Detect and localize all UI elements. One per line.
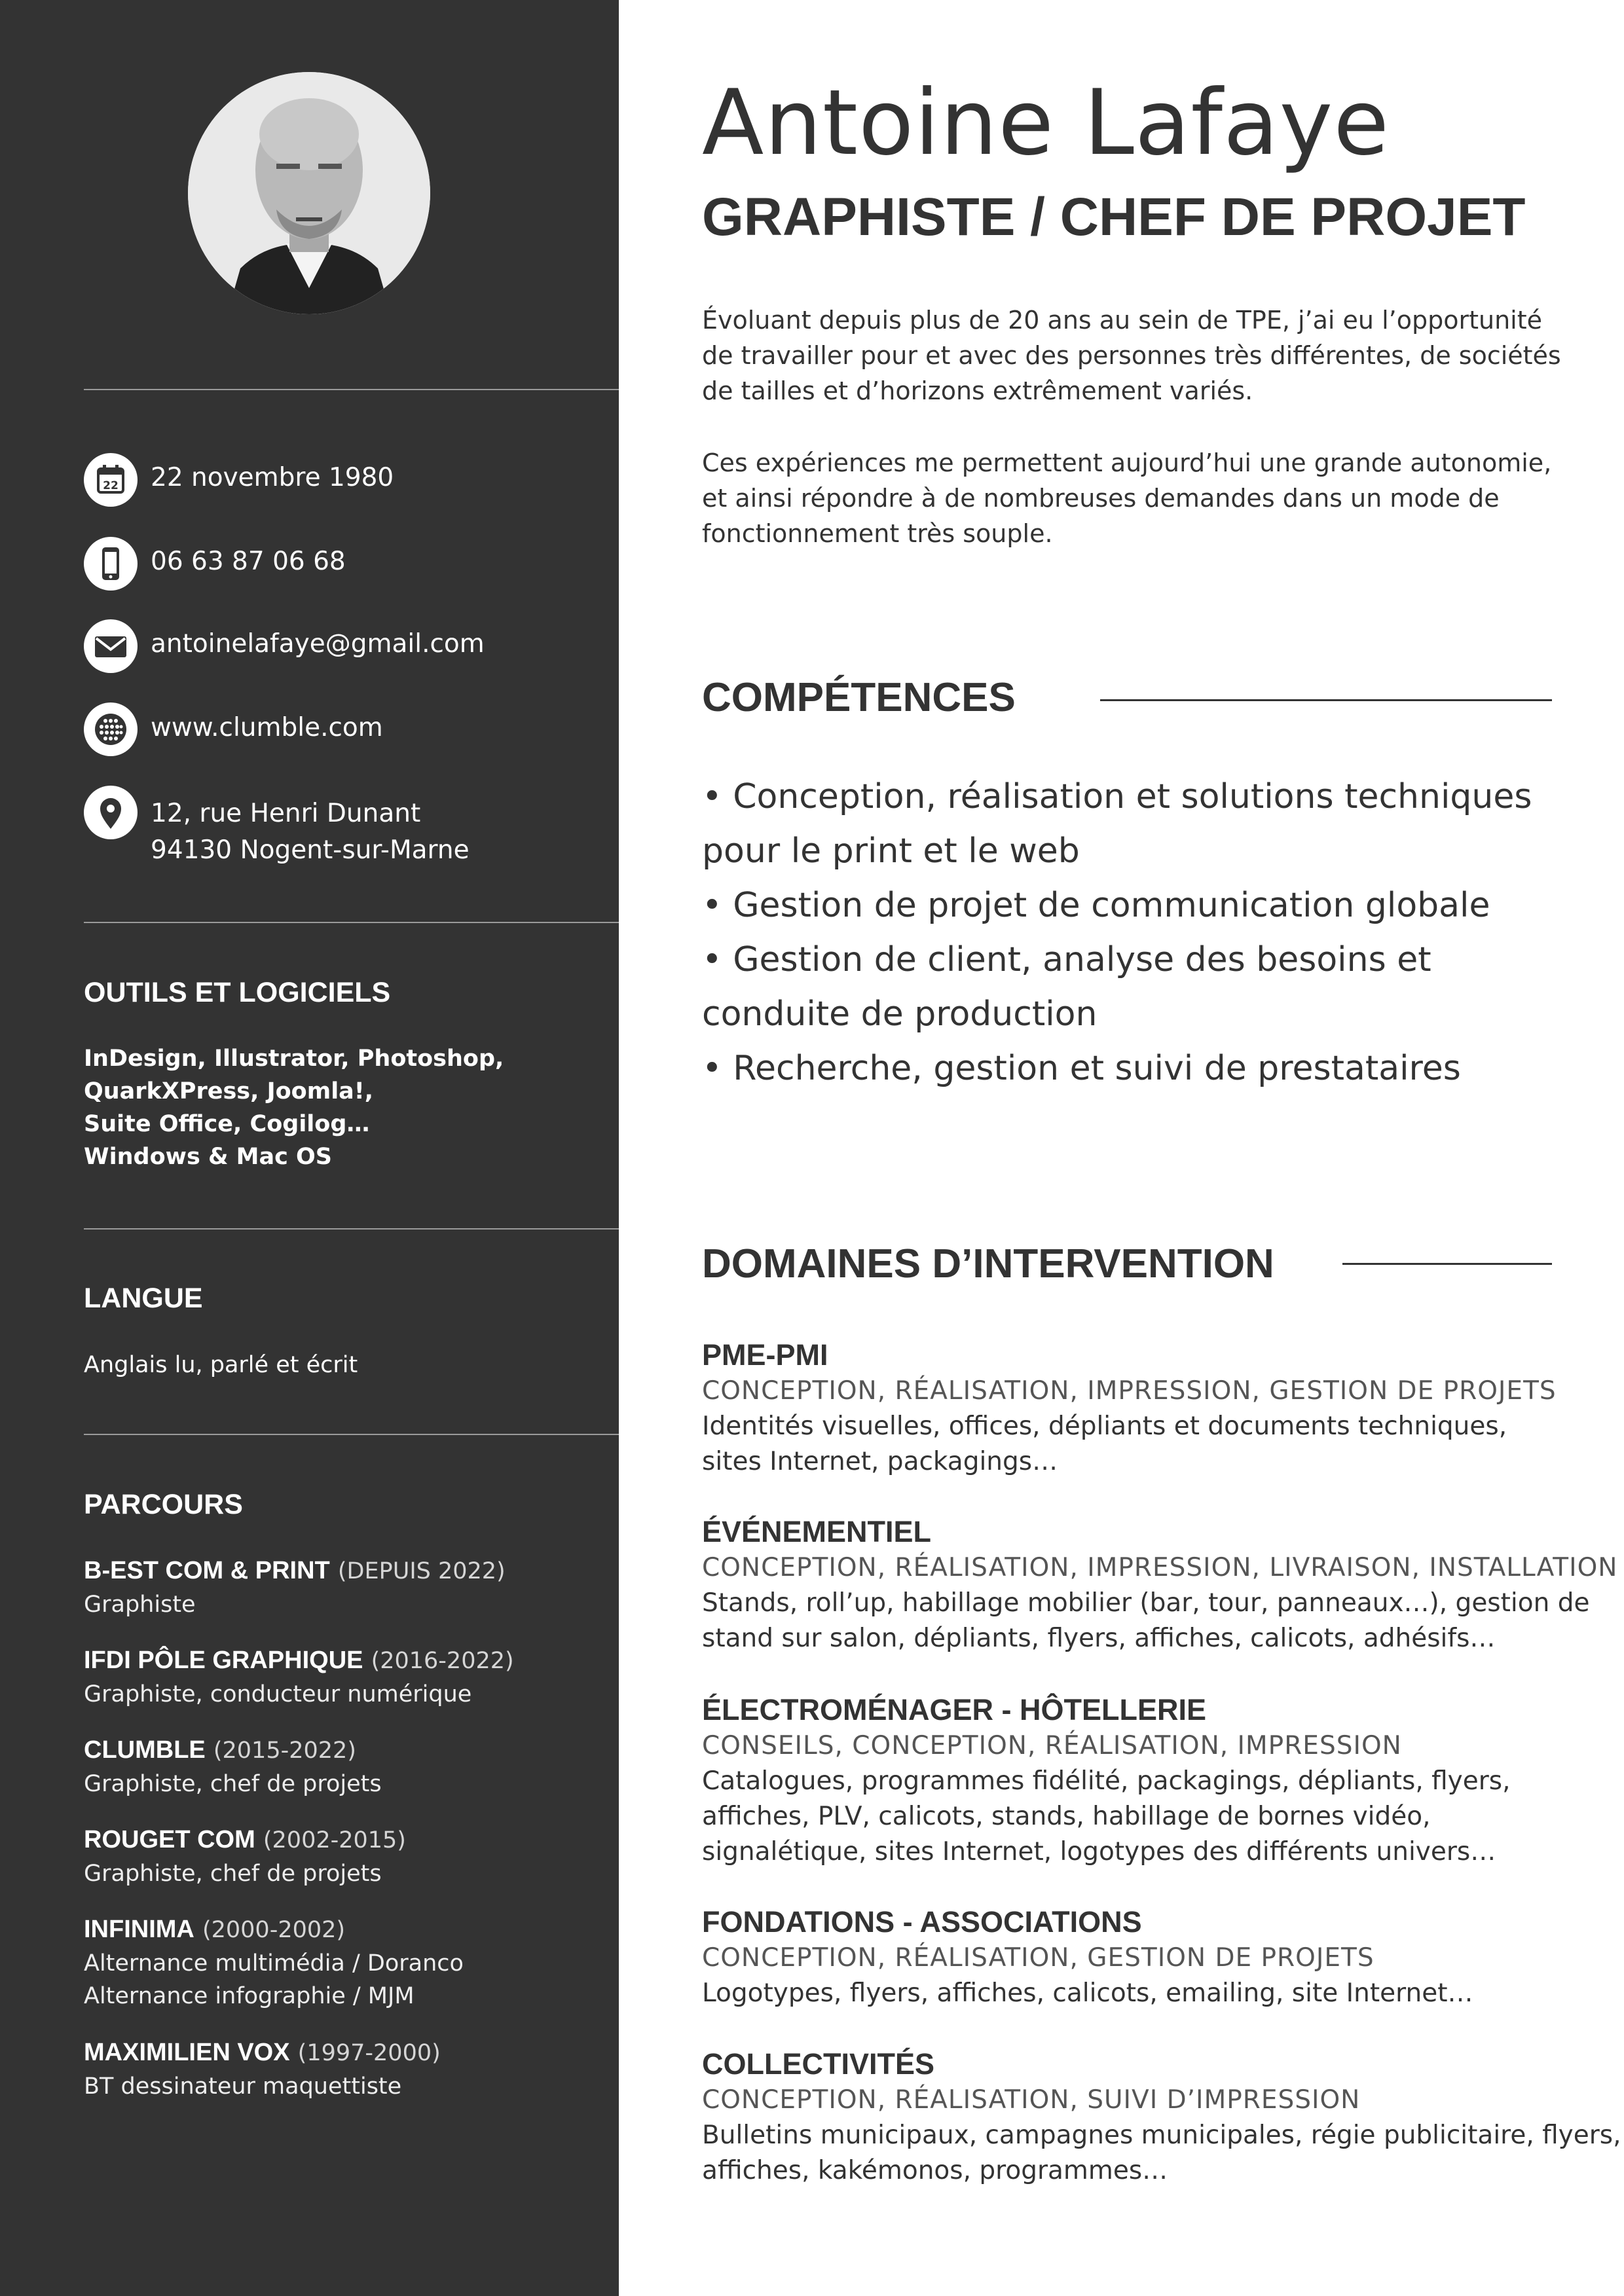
domain-title: ÉLECTROMÉNAGER - HÔTELLERIE	[702, 1693, 1207, 1726]
career-item	[84, 1912, 464, 2013]
domain-description	[702, 2118, 1621, 2189]
job-organization: B-EST COM & PRINT	[84, 1557, 330, 1584]
location-pin-icon	[84, 786, 138, 839]
job-role: Alternance multimédia / Doranco	[84, 1950, 464, 1977]
domain-desc-line: stand sur salon, dépliants, flyers, affiches, calicots, adhésifs…	[702, 1624, 1496, 1653]
svg-text:22: 22	[103, 479, 119, 492]
sidebar-divider	[84, 1434, 619, 1435]
skills-list	[702, 770, 1532, 1096]
job-role: Graphiste, chef de projets	[84, 1861, 382, 1887]
summary-line: de tailles et d’horizons extrêmement variés.	[702, 376, 1253, 405]
domain-desc-line: Catalogues, programmes fidélité, packagings, dépliants, flyers,	[702, 1766, 1511, 1796]
job-organization: MAXIMILIEN VOX	[84, 2039, 290, 2066]
sidebar-divider	[84, 1228, 619, 1230]
tools-line: Windows & Mac OS	[84, 1144, 333, 1170]
domain-description	[702, 1764, 1511, 1870]
candidate-name: Antoine Lafaye	[702, 70, 1390, 175]
sidebar-divider	[84, 922, 619, 923]
domain-item	[702, 1514, 1617, 1656]
domain-tags: CONCEPTION, RÉALISATION, IMPRESSION, GESTION DE PROJETS	[702, 1376, 1557, 1406]
career-item	[84, 1732, 382, 1800]
tools-line: QuarkXPress, Joomla!,	[84, 1078, 374, 1104]
job-dates: (2002-2015)	[263, 1827, 406, 1853]
job-dates: (2015-2022)	[213, 1738, 356, 1764]
phone-number: 06 63 87 06 68	[151, 547, 346, 576]
domain-desc-line: Stands, roll’up, habillage mobilier (bar, tour, panneaux…), gestion de	[702, 1588, 1590, 1618]
job-organization: IFDI PÔLE GRAPHIQUE	[84, 1647, 363, 1674]
domain-description	[702, 1586, 1617, 1656]
job-dates: (2000-2002)	[202, 1917, 346, 1943]
job-dates: (1997-2000)	[297, 2040, 441, 2066]
domain-desc-line: affiches, kakémonos, programmes…	[702, 2156, 1168, 2185]
sidebar	[0, 0, 619, 2296]
calendar-icon	[84, 453, 138, 507]
domain-title: PME-PMI	[702, 1338, 828, 1372]
career-item	[84, 1822, 406, 1890]
job-role: Graphiste	[84, 1592, 196, 1618]
tools-heading: OUTILS ET LOGICIELS	[84, 977, 391, 1008]
domain-tags: CONCEPTION, RÉALISATION, SUIVI D’IMPRESSION	[702, 2085, 1361, 2115]
skill-line: • Gestion de client, analyse des besoins et	[702, 940, 1431, 979]
job-organization: CLUMBLE	[84, 1736, 206, 1764]
skill-line: • Conception, réalisation et solutions techniques	[702, 777, 1532, 816]
domain-desc-line: Identités visuelles, offices, dépliants et documents techniques,	[702, 1412, 1507, 1441]
domain-title: COLLECTIVITÉS	[702, 2047, 935, 2081]
domain-desc-line: Bulletins municipaux, campagnes municipales, régie publicitaire, flyers,	[702, 2121, 1621, 2150]
tools-list	[84, 1042, 504, 1173]
address-street: 12, rue Henri Dunant	[151, 799, 421, 828]
skills-heading: COMPÉTENCES	[702, 675, 1016, 720]
email-link[interactable]: antoinelafaye@gmail.com	[151, 629, 485, 659]
address	[151, 795, 470, 869]
summary-line: et ainsi répondre à de nombreuses demandes dans un mode de	[702, 484, 1500, 513]
job-organization: INFINIMA	[84, 1916, 194, 1943]
domain-tags: CONCEPTION, RÉALISATION, GESTION DE PROJETS	[702, 1943, 1375, 1973]
section-rule	[1342, 1263, 1552, 1265]
section-rule	[1100, 699, 1552, 701]
job-dates: (2016-2022)	[371, 1648, 514, 1674]
language-text: Anglais lu, parlé et écrit	[84, 1352, 358, 1378]
website-link[interactable]: www.clumble.com	[151, 713, 383, 742]
job-organization: ROUGET COM	[84, 1826, 255, 1853]
skill-line: conduite de production	[702, 994, 1098, 1034]
domain-desc-line: Logotypes, flyers, affiches, calicots, emailing, site Internet…	[702, 1978, 1473, 2008]
domain-item	[702, 1337, 1557, 1480]
summary-line: de travailler pour et avec des personnes très différentes, de sociétés	[702, 341, 1561, 370]
tools-line: Suite Office, Cogilog…	[84, 1111, 370, 1137]
domain-description	[702, 1409, 1557, 1480]
skill-line: • Gestion de projet de communication globale	[702, 886, 1490, 925]
career-item	[84, 1643, 514, 1711]
domain-item	[702, 2046, 1621, 2189]
summary-paragraph	[702, 302, 1566, 409]
job-role: BT dessinateur maquettiste	[84, 2073, 402, 2100]
job-title: GRAPHISTE / CHEF DE PROJET	[702, 187, 1526, 247]
sidebar-divider	[84, 389, 619, 390]
domain-desc-line: affiches, PLV, calicots, stands, habillage de bornes vidéo,	[702, 1802, 1431, 1831]
summary-line: Évoluant depuis plus de 20 ans au sein de TPE, j’ai eu l’opportunité	[702, 306, 1543, 335]
summary-paragraph	[702, 445, 1566, 551]
domain-title: FONDATIONS - ASSOCIATIONS	[702, 1905, 1142, 1939]
domain-tags: CONCEPTION, RÉALISATION, IMPRESSION, LIVRAISON, INSTALLATION	[702, 1553, 1618, 1582]
domain-desc-line: sites Internet, packagings…	[702, 1447, 1058, 1476]
tools-line: InDesign, Illustrator, Photoshop,	[84, 1046, 504, 1072]
globe-icon	[84, 702, 138, 756]
job-role: Alternance infographie / MJM	[84, 1983, 415, 2009]
domains-heading: DOMAINES D’INTERVENTION	[702, 1241, 1274, 1286]
career-heading: PARCOURS	[84, 1489, 243, 1520]
job-role: Graphiste, conducteur numérique	[84, 1681, 472, 1707]
address-city: 94130 Nogent-sur-Marne	[151, 835, 470, 865]
job-role: Graphiste, chef de projets	[84, 1771, 382, 1797]
job-dates: (DEPUIS 2022)	[337, 1558, 506, 1584]
career-item	[84, 2035, 441, 2103]
envelope-icon	[84, 619, 138, 673]
domain-title: ÉVÉNEMENTIEL	[702, 1515, 932, 1548]
birth-date: 22 novembre 1980	[151, 463, 394, 492]
profile-photo	[188, 72, 430, 314]
skill-line: pour le print et le web	[702, 831, 1080, 871]
career-item	[84, 1553, 506, 1621]
domain-item	[702, 1904, 1473, 2011]
phone-icon	[84, 537, 138, 591]
skill-line: • Recherche, gestion et suivi de prestataires	[702, 1049, 1461, 1088]
domain-description	[702, 1976, 1473, 2011]
summary-line: fonctionnement très souple.	[702, 519, 1053, 548]
language-heading: LANGUE	[84, 1283, 203, 1314]
domain-tags: CONSEILS, CONCEPTION, RÉALISATION, IMPRESSION	[702, 1731, 1402, 1760]
summary-line: Ces expériences me permettent aujourd’hui une grande autonomie,	[702, 448, 1552, 477]
domain-item	[702, 1692, 1511, 1870]
domain-desc-line: signalétique, sites Internet, logotypes des différents univers…	[702, 1837, 1496, 1867]
